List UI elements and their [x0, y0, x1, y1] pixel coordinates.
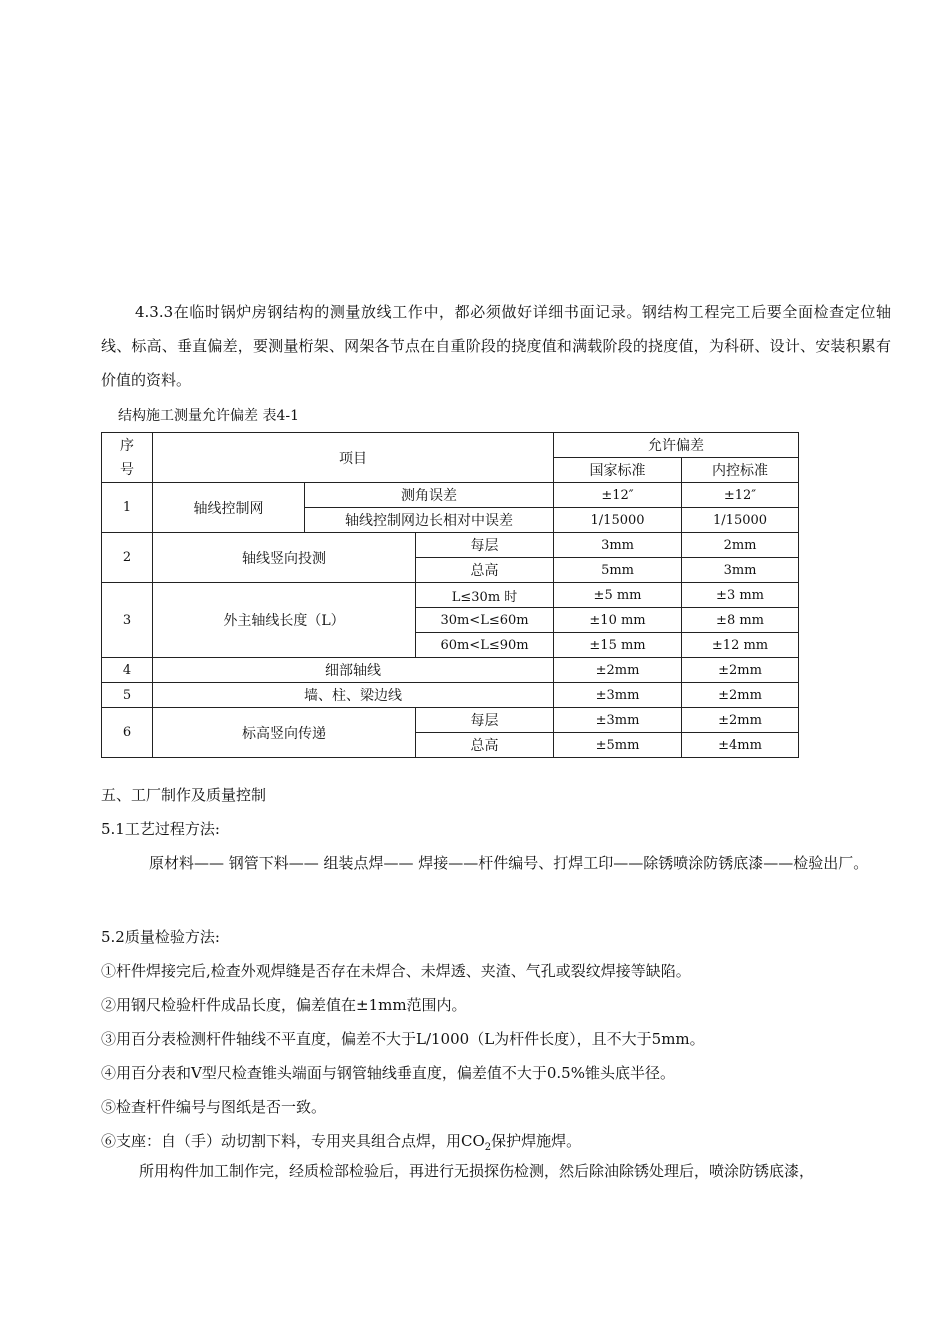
- inspection-item-6-text-a: ⑥支座：自（手）动切割下料，专用夹具组合点焊，用CO: [101, 1132, 485, 1150]
- row-sub-item: 60m<L≤90m: [416, 633, 554, 658]
- section-5-1-heading: 5.1工艺过程方法:: [101, 820, 220, 838]
- co2-subscript: 2: [484, 1142, 492, 1153]
- header-internal-standard: 内控标准: [682, 458, 799, 483]
- row-item: 轴线控制网: [153, 483, 305, 533]
- row-sub-item: 总高: [416, 733, 554, 758]
- inspection-item-6: [101, 1130, 581, 1153]
- paragraph-4-3-3: 4.3.3在临时锅炉房钢结构的测量放线工作中，都必须做好详细书面记录。钢结构工程完工后要全面检查定位轴线、标高、垂直偏差，要测量桁架、网架各节点在自重阶段的挠度值和满载阶段的挠度值，为科研、设计、安装积累有价值的资料。: [101, 303, 891, 389]
- inspection-item-1: ①杆件焊接完后,检查外观焊缝是否存在未焊合、未焊透、夹渣、气孔或裂纹焊接等缺陷。: [101, 962, 691, 980]
- row-number: 5: [102, 683, 153, 708]
- tolerance-table: [101, 432, 799, 758]
- internal-value: 1/15000: [682, 508, 799, 533]
- row-sub-item: 每层: [416, 533, 554, 558]
- national-value: 5mm: [554, 558, 682, 583]
- national-value: 3mm: [554, 533, 682, 558]
- row-number: 3: [102, 583, 153, 658]
- row-item: 标高竖向传递: [153, 708, 416, 758]
- inspection-item-4: ④用百分表和V型尺检查锥头端面与钢管轴线垂直度，偏差值不大于0.5%锥头底半径。: [101, 1064, 675, 1082]
- process-flow-text: 原材料—— 钢管下料—— 组装点焊—— 焊接——杆件编号、打焊工印——除锈喷涂防锈底漆——检验出厂。: [149, 854, 869, 872]
- internal-value: ±8 mm: [682, 608, 799, 633]
- internal-value: ±2mm: [682, 658, 799, 683]
- row-sub-item: L≤30m 时: [416, 583, 554, 608]
- row-sub-item: 每层: [416, 708, 554, 733]
- national-value: ±3mm: [554, 683, 682, 708]
- national-value: ±15 mm: [554, 633, 682, 658]
- table-caption: 结构施工测量允许偏差 表4-1: [118, 408, 299, 424]
- national-value: ±12″: [554, 483, 682, 508]
- row-item: 墙、柱、梁边线: [153, 683, 554, 708]
- header-seq: 序号: [102, 433, 153, 483]
- row-item: 轴线竖向投测: [153, 533, 416, 583]
- row-number: 1: [102, 483, 153, 533]
- row-sub-item: 测角误差: [305, 483, 554, 508]
- internal-value: ±3 mm: [682, 583, 799, 608]
- internal-value: ±12 mm: [682, 633, 799, 658]
- inspection-item-3: ③用百分表检测杆件轴线不平直度，偏差不大于L/1000（L为杆件长度），且不大于5mm。: [101, 1030, 705, 1048]
- row-sub-item: 30m<L≤60m: [416, 608, 554, 633]
- row-sub-item: 总高: [416, 558, 554, 583]
- row-item: 外主轴线长度（L）: [153, 583, 416, 658]
- section-5-heading: 五、工厂制作及质量控制: [101, 786, 267, 804]
- header-tolerance: 允许偏差: [554, 433, 799, 458]
- internal-value: ±2mm: [682, 708, 799, 733]
- closing-paragraph: 所用构件加工制作完，经质检部检验后，再进行无损探伤检测，然后除油除锈处理后，喷涂防锈底漆，: [139, 1162, 815, 1180]
- internal-value: ±12″: [682, 483, 799, 508]
- national-value: ±5mm: [554, 733, 682, 758]
- row-item: 细部轴线: [153, 658, 554, 683]
- inspection-item-5: ⑤检查杆件编号与图纸是否一致。: [101, 1098, 327, 1116]
- header-national-standard: 国家标准: [554, 458, 682, 483]
- header-item: 项目: [153, 433, 554, 483]
- internal-value: 3mm: [682, 558, 799, 583]
- national-value: ±10 mm: [554, 608, 682, 633]
- internal-value: 2mm: [682, 533, 799, 558]
- row-number: 4: [102, 658, 153, 683]
- inspection-item-6-text-b: 保护焊施焊。: [491, 1132, 582, 1150]
- row-sub-item: 轴线控制网边长相对中误差: [305, 508, 554, 533]
- national-value: ±2mm: [554, 658, 682, 683]
- internal-value: ±4mm: [682, 733, 799, 758]
- row-number: 6: [102, 708, 153, 758]
- national-value: ±5 mm: [554, 583, 682, 608]
- internal-value: ±2mm: [682, 683, 799, 708]
- national-value: ±3mm: [554, 708, 682, 733]
- inspection-item-2: ②用钢尺检验杆件成品长度，偏差值在±1mm范围内。: [101, 996, 467, 1014]
- section-5-2-heading: 5.2质量检验方法:: [101, 928, 220, 946]
- row-number: 2: [102, 533, 153, 583]
- national-value: 1/15000: [554, 508, 682, 533]
